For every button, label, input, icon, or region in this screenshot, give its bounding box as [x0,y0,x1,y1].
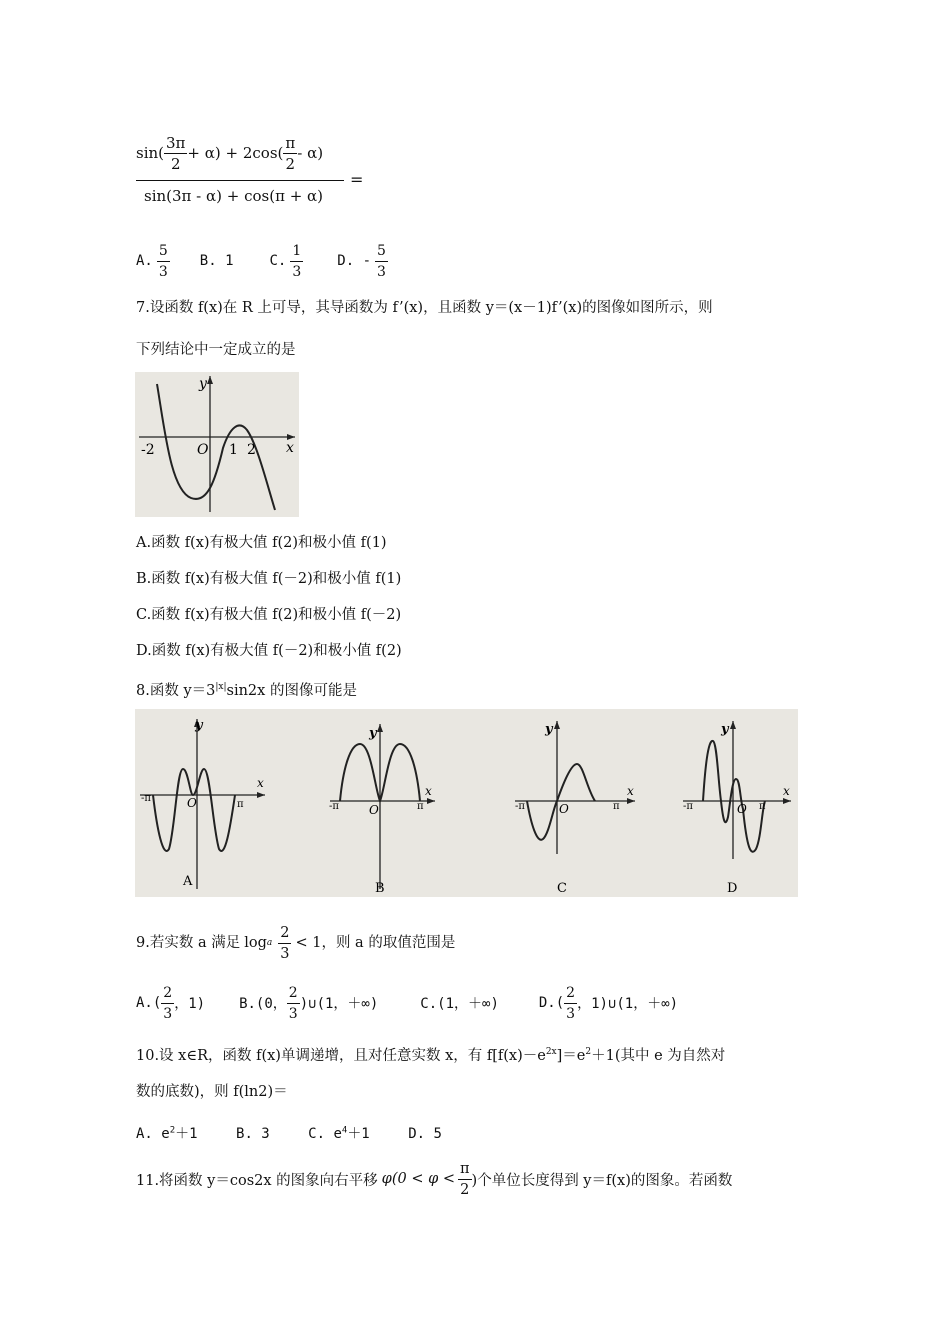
q10-option-c: C. $e^4+1$ [308,1125,370,1142]
y-axis-label: y [199,376,207,392]
panel-label-c: C [557,881,567,896]
svg-text:x: x [627,784,634,798]
q8-figure [135,709,798,897]
q6-fraction-bar [136,180,344,181]
svg-text:-π: -π [141,793,151,804]
svg-text:-π: -π [683,801,693,812]
q9-option-a: A.( $\frac{2}{3}$ ，1) [136,984,206,1022]
q7-option-b: B.函数 f(x)有极大值 f(－2)和极小值 f(1) [136,571,402,587]
svg-text:x: x [783,784,790,798]
q10-options [136,1120,442,1144]
panel-label-b: B [375,881,385,896]
svg-text:y: y [721,722,729,737]
q7-option-c: C.函数 f(x)有极大值 f(2)和极小值 f(－2) [136,607,402,623]
q10-option-d: D. 5 [408,1125,442,1142]
q9-option-b: B.(0， $\frac{2}{3}$ )∪(1，＋∞) [239,984,379,1022]
q8-panel-a [140,718,265,889]
q11-stem: 11.将函数 y＝cos2x 的图象向右平移 φ(0 < φ < $\frac{\pi}{2}$ )个单位长度得到 y＝f(x)的图象。若函数 [136,1160,733,1198]
svg-text:π: π [237,799,244,810]
svg-text:-π: -π [515,801,525,812]
svg-text:π: π [613,801,620,812]
q9-option-d: D.( $\frac{2}{3}$ ，1)∪(1，＋∞) [538,984,679,1022]
q10-option-a: A. $e^2+1$ [136,1125,198,1142]
svg-text:O: O [187,796,197,810]
q6-option-b: B. 1 [199,253,234,269]
svg-text:π: π [417,801,424,812]
q6-numerator: sin( $\frac{3\pi}{2}$ + α) + 2cos( $\frac{\pi}{2}$ - α) [136,133,324,173]
q9-option-c: C.(1，＋∞) [420,996,499,1012]
panel-label-d: D [727,881,738,896]
q6-option-d: D. - $\frac{5}{3}$ [337,242,386,280]
q6-option-c: C. $\frac{1}{3}$ [269,242,302,280]
q9-stem: 9.若实数 a 满足 log a $\frac{2}{3}$ < 1，则 a 的取值范围是 [136,924,456,962]
q10-option-b: B. 3 [236,1125,270,1142]
q8-panel-c [515,721,635,896]
q8-panel-d [683,721,791,896]
q6-option-a: A. $\frac{5}{3}$ [136,242,168,280]
three-pi-over-two: $\frac{3\pi}{2}$ [166,133,186,173]
svg-text:O: O [559,802,569,816]
svg-text:y: y [195,718,203,733]
tick-label-2: 2 [247,442,256,458]
svg-text:π: π [759,801,766,812]
q7-graph [135,372,299,517]
q7-stem-line2: 下列结论中一定成立的是 [136,342,296,358]
svg-text:y: y [369,726,377,741]
q8-panel-b [329,724,435,896]
y-axis-arrow [207,376,213,384]
q6-equals: = [350,170,364,189]
q10-line2: 数的底数)，则 f(ln2)＝ [136,1084,288,1100]
svg-text:x: x [257,776,264,790]
svg-text:O: O [369,803,379,817]
panel-label-a: A [183,874,193,889]
q6-options [136,238,388,284]
svg-text:y: y [545,722,553,737]
q10-line1: 10.设 x∈R，函数 f(x)单调递增，且对任意实数 x，有 $f[f(x)-e^{2x}]=e^2+1$(其中 e 为自然对 [136,1047,726,1064]
q6-denominator: sin(3π - α) + cos(π + α) [144,187,324,205]
tick-label-neg2: -2 [141,442,155,458]
svg-text:-π: -π [329,801,339,812]
q7-option-d: D.函数 f(x)有极大值 f(－2)和极小值 f(2) [136,643,402,659]
q8-graphs [135,709,798,897]
tick-label-1: 1 [229,442,238,458]
q7-option-a: A.函数 f(x)有极大值 f(2)和极小值 f(1) [136,535,387,551]
q6-expression [136,132,366,212]
q9-options [136,980,678,1026]
q7-stem-line1: 7.设函数 f(x)在 R 上可导，其导函数为 f’(x)，且函数 y＝(x－1)f’(x)的图像如图所示，则 [136,300,713,316]
pi-over-two: $\frac{\pi}{2}$ [285,133,296,173]
origin-label: O [197,442,209,458]
x-axis-label: x [286,440,294,456]
q7-figure [135,372,299,517]
svg-text:x: x [425,784,432,798]
svg-text:O: O [737,802,747,816]
derivative-curve [157,384,275,510]
q8-stem: 8.函数 $y=3^{|x|}\sin 2x$ 的图像可能是 [136,682,357,699]
